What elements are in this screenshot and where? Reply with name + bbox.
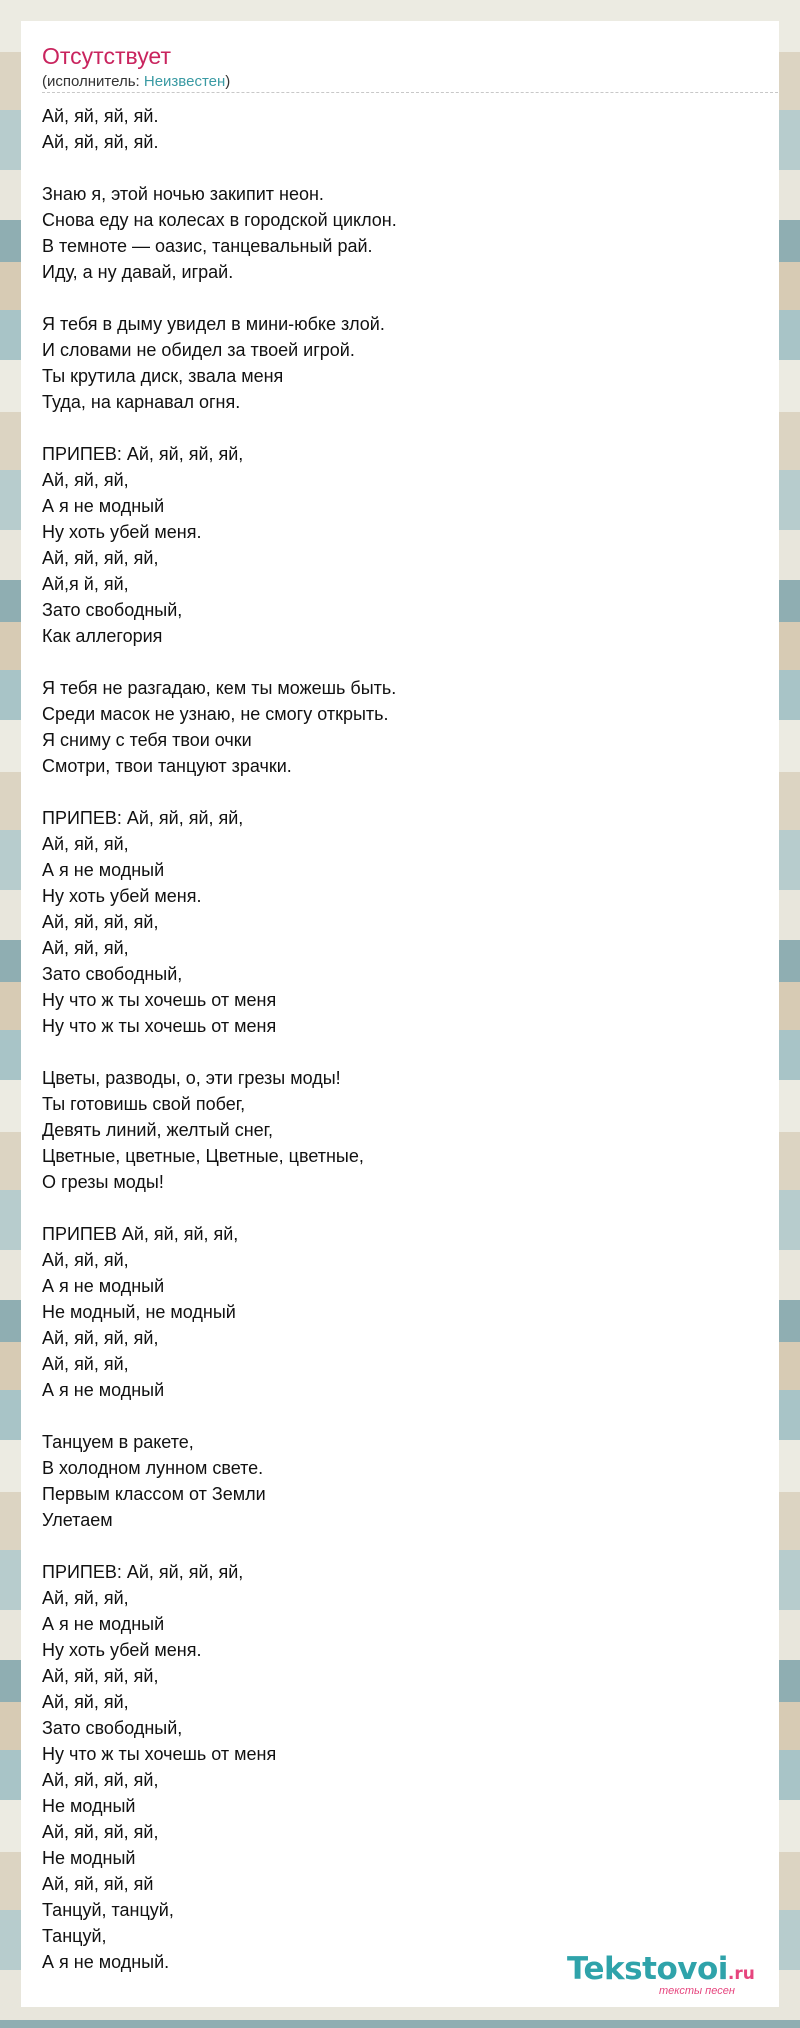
lyric-line: Цветные, цветные, Цветные, цветные, [42, 1146, 364, 1166]
lyric-line: О грезы моды! [42, 1172, 164, 1192]
lyric-line: А я не модный [42, 496, 165, 516]
logo-name: Tekstovoi [567, 1951, 728, 1987]
lyric-line: А я не модный. [42, 1952, 170, 1972]
stanza-gap [42, 1533, 762, 1559]
lyric-line: Ай, яй, яй, [42, 938, 129, 958]
lyric-line: Первым классом от Земли [42, 1484, 266, 1504]
stanza-gap [42, 1195, 762, 1221]
lyric-line: ПРИПЕВ: Ай, яй, яй, яй, [42, 1562, 244, 1582]
lyric-line: Ну хоть убей меня. [42, 886, 202, 906]
lyric-line: ПРИПЕВ Ай, яй, яй, яй, [42, 1224, 239, 1244]
lyric-line: Ай, яй, яй, яй, [42, 1666, 159, 1686]
site-logo[interactable] [567, 1951, 767, 2001]
lyric-line: В темноте — оазис, танцевальный рай. [42, 236, 373, 256]
lyric-line: Я тебя не разгадаю, кем ты можешь быть. [42, 678, 397, 698]
lyric-line: Ну что ж ты хочешь от меня [42, 1016, 277, 1036]
lyric-line: Ай, яй, яй, яй, [42, 1328, 159, 1348]
lyric-line: Ай, яй, яй, яй, [42, 1770, 159, 1790]
lyric-line: Улетаем [42, 1510, 113, 1530]
lyric-line: И словами не обидел за твоей игрой. [42, 340, 355, 360]
lyric-line: Ты крутила диск, звала меня [42, 366, 284, 386]
lyric-line: Ай, яй, яй, яй. [42, 106, 159, 126]
lyric-line: Девять линий, желтый снег, [42, 1120, 274, 1140]
lyric-line: Не модный [42, 1796, 136, 1816]
lyric-line: А я не модный [42, 1614, 165, 1634]
logo-tagline: тексты песен [659, 1985, 735, 1997]
lyric-line: Ну что ж ты хочешь от меня [42, 990, 277, 1010]
lyric-line: А я не модный [42, 1276, 165, 1296]
lyric-line: Ай, яй, яй, яй, [42, 912, 159, 932]
lyric-line: Не модный [42, 1848, 136, 1868]
lyric-line: Среди масок не узнаю, не смогу открыть. [42, 704, 389, 724]
lyric-line: А я не модный [42, 860, 165, 880]
lyric-line: ПРИПЕВ: Ай, яй, яй, яй, [42, 808, 244, 828]
lyric-line: Ай, яй, яй, [42, 1250, 129, 1270]
lyric-line: Зато свободный, [42, 964, 183, 984]
lyric-line: Танцуй, [42, 1926, 107, 1946]
lyric-line: ПРИПЕВ: Ай, яй, яй, яй, [42, 444, 244, 464]
lyric-line: Как аллегория [42, 626, 163, 646]
lyric-line: Знаю я, этой ночью закипит неон. [42, 184, 324, 204]
lyrics-text [42, 103, 762, 1975]
artist-link[interactable]: Неизвестен [143, 73, 226, 90]
lyric-line: Цветы, разводы, о, эти грезы моды! [42, 1068, 341, 1088]
lyric-line: Ну хоть убей меня. [42, 522, 202, 542]
lyric-line: Ай, яй, яй, [42, 1354, 129, 1374]
stanza-gap [42, 1403, 762, 1429]
artist-line [42, 73, 778, 93]
lyric-line: Зато свободный, [42, 600, 183, 620]
stanza-gap [42, 285, 762, 311]
lyric-line: Танцуй, танцуй, [42, 1900, 174, 1920]
stanza-gap [42, 649, 762, 675]
lyric-line: А я не модный [42, 1380, 165, 1400]
lyric-line: Танцуем в ракете, [42, 1432, 194, 1452]
artist-suffix: ) [225, 73, 231, 90]
lyric-line: Ай, яй, яй, [42, 470, 129, 490]
lyric-line: Ай, яй, яй, [42, 1692, 129, 1712]
lyric-line: Ну хоть убей меня. [42, 1640, 202, 1660]
lyric-line: В холодном лунном свете. [42, 1458, 264, 1478]
lyric-line: Ай,я й, яй, [42, 574, 129, 594]
stanza-gap [42, 415, 762, 441]
lyric-line: Я тебя в дыму увидел в мини-юбке злой. [42, 314, 385, 334]
lyric-line: Ай, яй, яй, яй, [42, 548, 159, 568]
lyric-line: Ай, яй, яй, [42, 1588, 129, 1608]
lyric-line: Ай, яй, яй, [42, 834, 129, 854]
lyric-line: Я сниму с тебя твои очки [42, 730, 252, 750]
lyric-line: Снова еду на колесах в городской циклон. [42, 210, 397, 230]
lyrics-card [21, 21, 779, 2007]
artist-prefix: (исполнитель: [42, 73, 144, 90]
lyric-line: Смотри, твои танцуют зрачки. [42, 756, 292, 776]
lyric-line: Ай, яй, яй, яй [42, 1874, 154, 1894]
stanza-gap [42, 155, 762, 181]
logo-tld: .ru [727, 1964, 755, 1984]
lyric-line: Не модный, не модный [42, 1302, 236, 1322]
lyric-line: Зато свободный, [42, 1718, 183, 1738]
lyric-line: Иду, а ну давай, играй. [42, 262, 234, 282]
stanza-gap [42, 779, 762, 805]
lyric-line: Ну что ж ты хочешь от меня [42, 1744, 277, 1764]
lyric-line: Ай, яй, яй, яй. [42, 132, 159, 152]
lyric-line: Ай, яй, яй, яй, [42, 1822, 159, 1842]
stanza-gap [42, 1039, 762, 1065]
lyric-line: Туда, на карнавал огня. [42, 392, 241, 412]
lyric-line: Ты готовишь свой побег, [42, 1094, 246, 1114]
song-title: Отсутствует [42, 43, 171, 69]
